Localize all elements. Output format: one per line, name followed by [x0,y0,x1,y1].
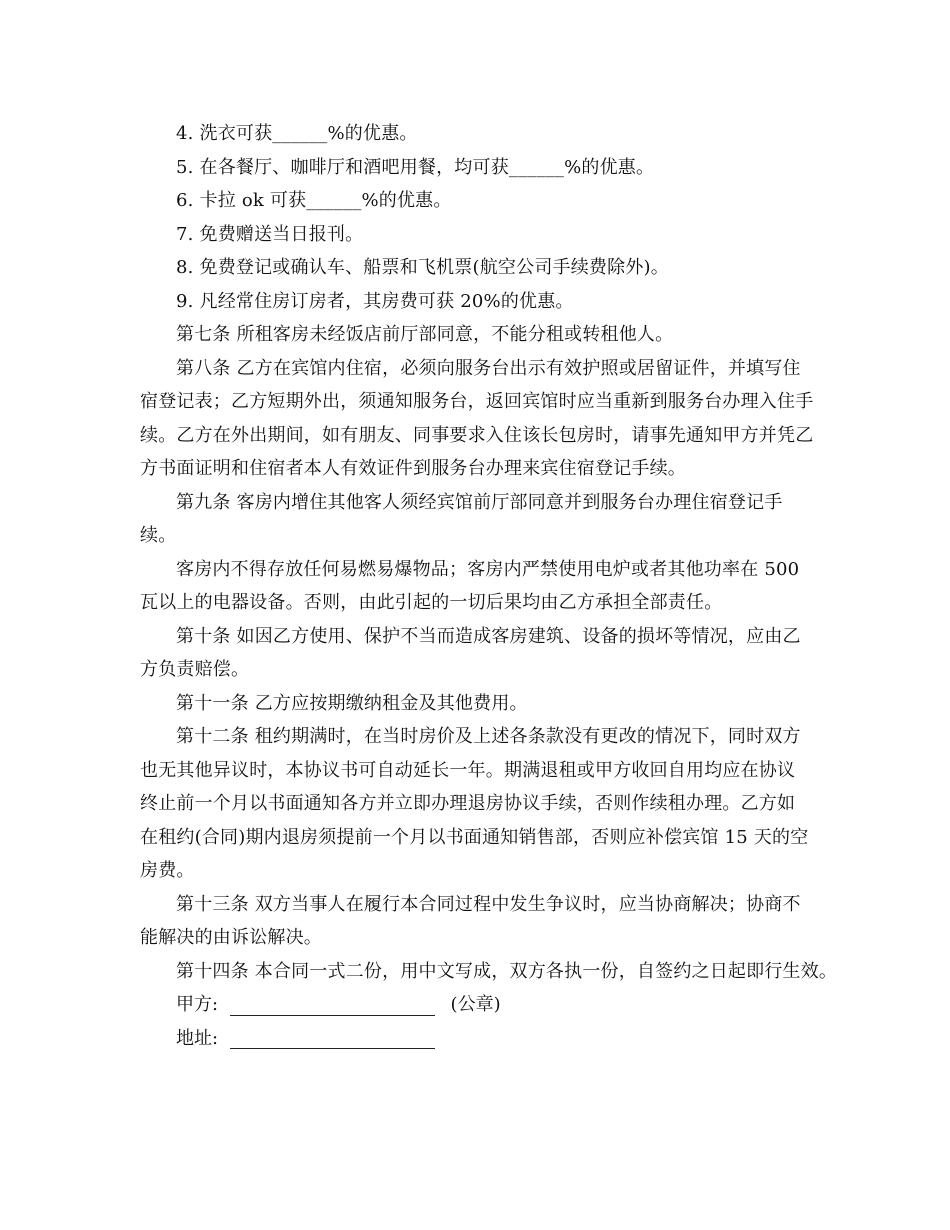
article-8-cont: 宿登记表；乙方短期外出，须通知服务台，返回宾馆时应当重新到服务台办理入住手 [140,391,814,412]
party-a-label: 甲方: [176,994,219,1015]
article-13-cont: 能解决的由诉讼解决。 [140,927,322,948]
clause-line: 5. 在各餐厅、咖啡厅和酒吧用餐，均可获______%的优惠。 [176,156,655,178]
clause-line: 4. 洗衣可获______%的优惠。 [176,123,418,144]
article-9-para-cont: 瓦以上的电器设备。否则，由此引起的一切后果均由乙方承担全部责任。 [140,592,723,613]
address-label: 地址: [176,1027,219,1049]
clause-line: 8. 免费登记或确认车、船票和飞机票(航空公司手续费除外)。 [176,257,669,278]
clause-line: 7. 免费赠送当日报刊。 [176,223,364,245]
address-row [140,1022,815,1056]
party-a-signature-row [140,988,815,1022]
article-13: 第十三条 双方当事人在履行本合同过程中发生争议时，应当协商解决；协商不 [176,893,801,915]
article-8-cont: 续。乙方在外出期间，如有朋友、同事要求入住该长包房时，请事先通知甲方并凭乙 [140,424,814,446]
article-12-cont: 终止前一个月以书面通知各方并立即办理退房协议手续，否则作续租办理。乙方如 [140,793,796,814]
article-12-cont: 房费。 [140,860,195,881]
article-8-cont: 方书面证明和住宿者本人有效证件到服务台办理来宾住宿登记手续。 [140,458,686,479]
article-12: 第十二条 租约期满时，在当时房价及上述各条款没有更改的情况下，同时双方 [176,726,801,747]
article-9-cont: 续。 [140,525,177,546]
article-12-cont: 在租约(合同)期内退房须提前一个月以书面通知销售部，否则应补偿宾馆 15 天的空 [140,826,809,848]
party-a-seal-note: (公章) [450,994,501,1015]
article-9-para: 客房内不得存放任何易燃易爆物品；客房内严禁使用电炉或者其他功率在 500 [176,558,800,580]
article-12-cont: 也无其他异议时，本协议书可自动延长一年。期满退租或甲方收回自用均应在协议 [140,759,796,781]
document-body [140,117,838,1055]
article-9: 第九条 客房内增住其他客人须经宾馆前厅部同意并到服务台办理住宿登记手 [176,491,783,513]
clause-line: 6. 卡拉 ok 可获______%的优惠。 [176,190,452,211]
party-a-signature-field[interactable] [230,995,435,1016]
article-10-cont: 方负责赔偿。 [140,659,250,680]
article-11: 第十一条 乙方应按期缴纳租金及其他费用。 [176,692,528,714]
article-7: 第七条 所租客房未经饭店前厅部同意，不能分租或转租他人。 [176,324,674,345]
article-10: 第十条 如因乙方使用、保护不当而造成客房建筑、设备的损坏等情况，应由乙 [176,625,801,647]
article-8: 第八条 乙方在宾馆内住宿，必须向服务台出示有效护照或居留证件，并填写住 [176,357,801,379]
clause-line: 9. 凡经常住房订房者，其房费可获 20%的优惠。 [176,290,574,312]
article-14: 第十四条 本合同一式二份，用中文写成，双方各执一份，自签约之日起即行生效。 [176,960,838,982]
address-field[interactable] [230,1028,435,1049]
